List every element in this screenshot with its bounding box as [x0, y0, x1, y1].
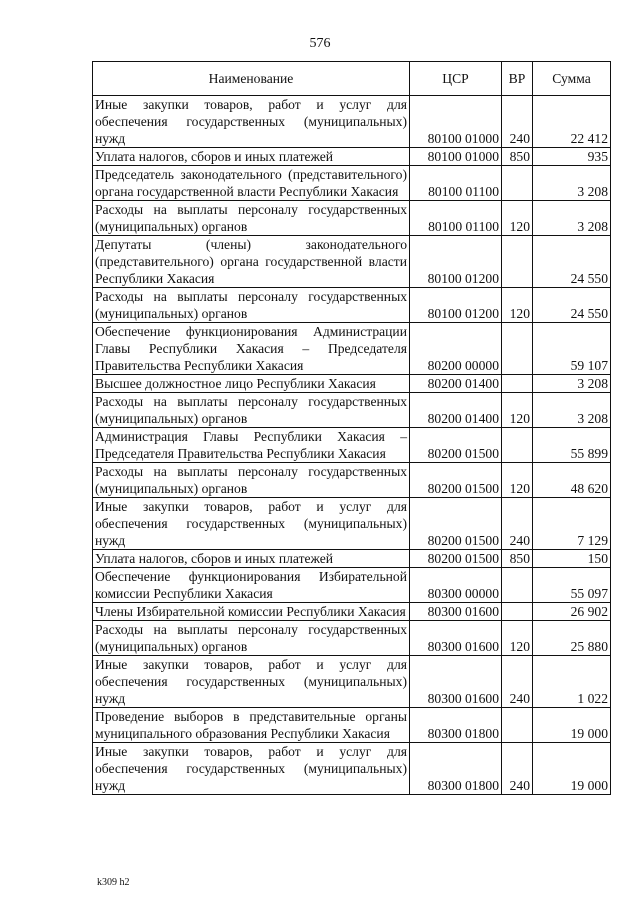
row-csr-cell: 80100 01100 — [410, 201, 502, 236]
row-vr-cell — [502, 166, 533, 201]
table-row — [93, 323, 611, 375]
table-row — [93, 550, 611, 568]
row-name-cell: Депутаты (члены) законодательного (представительного) органа государственной власти Республики Хакасия — [93, 236, 410, 288]
row-vr-cell: 850 — [502, 550, 533, 568]
row-sum-cell: 22 412 — [533, 96, 611, 148]
row-vr-cell: 120 — [502, 621, 533, 656]
table-header-row — [93, 62, 611, 96]
row-csr-cell: 80300 00000 — [410, 568, 502, 603]
row-sum-cell: 24 550 — [533, 236, 611, 288]
table-row — [93, 148, 611, 166]
table-row — [93, 393, 611, 428]
table-row — [93, 236, 611, 288]
row-sum-cell: 19 000 — [533, 743, 611, 795]
table-row — [93, 201, 611, 236]
row-sum-cell: 19 000 — [533, 708, 611, 743]
row-vr-cell — [502, 603, 533, 621]
row-sum-cell: 3 208 — [533, 166, 611, 201]
row-name-cell: Уплата налогов, сборов и иных платежей — [93, 550, 410, 568]
row-vr-cell — [502, 323, 533, 375]
row-sum-cell: 150 — [533, 550, 611, 568]
row-name-cell: Расходы на выплаты персоналу государственных (муниципальных) органов — [93, 393, 410, 428]
row-sum-cell: 48 620 — [533, 463, 611, 498]
row-vr-cell — [502, 236, 533, 288]
row-vr-cell — [502, 375, 533, 393]
row-vr-cell: 120 — [502, 393, 533, 428]
row-sum-cell: 935 — [533, 148, 611, 166]
table-row — [93, 166, 611, 201]
row-csr-cell: 80200 01400 — [410, 393, 502, 428]
row-csr-cell: 80300 01600 — [410, 603, 502, 621]
row-vr-cell: 240 — [502, 96, 533, 148]
table-row — [93, 568, 611, 603]
row-sum-cell: 25 880 — [533, 621, 611, 656]
table-row — [93, 288, 611, 323]
table-row — [93, 708, 611, 743]
row-name-cell: Расходы на выплаты персоналу государственных (муниципальных) органов — [93, 201, 410, 236]
row-name-cell: Иные закупки товаров, работ и услуг для обеспечения государственных (муниципальных) нужд — [93, 656, 410, 708]
row-sum-cell: 24 550 — [533, 288, 611, 323]
row-vr-cell: 120 — [502, 201, 533, 236]
header-name: Наименование — [93, 62, 410, 96]
row-csr-cell: 80300 01600 — [410, 656, 502, 708]
row-csr-cell: 80100 01000 — [410, 96, 502, 148]
row-name-cell: Иные закупки товаров, работ и услуг для обеспечения государственных (муниципальных) нужд — [93, 743, 410, 795]
row-sum-cell: 3 208 — [533, 201, 611, 236]
page-number: 576 — [309, 36, 331, 51]
table-row — [93, 603, 611, 621]
table-row — [93, 463, 611, 498]
row-sum-cell: 55 097 — [533, 568, 611, 603]
budget-table — [92, 61, 611, 795]
row-name-cell: Администрация Главы Республики Хакасия – Председателя Правительства Республики Хакасия — [93, 428, 410, 463]
row-name-cell: Члены Избирательной комиссии Республики Хакасия — [93, 603, 410, 621]
row-vr-cell — [502, 568, 533, 603]
row-csr-cell: 80100 01000 — [410, 148, 502, 166]
row-name-cell: Обеспечение функционирования Избирательной комиссии Республики Хакасия — [93, 568, 410, 603]
row-vr-cell: 240 — [502, 498, 533, 550]
row-sum-cell: 59 107 — [533, 323, 611, 375]
row-sum-cell: 3 208 — [533, 393, 611, 428]
row-csr-cell: 80200 01500 — [410, 428, 502, 463]
table-row — [93, 743, 611, 795]
table-row — [93, 656, 611, 708]
row-csr-cell: 80200 01500 — [410, 498, 502, 550]
header-vr: ВР — [502, 62, 533, 96]
row-csr-cell: 80300 01800 — [410, 708, 502, 743]
table-row — [93, 375, 611, 393]
row-csr-cell: 80100 01200 — [410, 288, 502, 323]
row-vr-cell — [502, 428, 533, 463]
row-name-cell: Иные закупки товаров, работ и услуг для обеспечения государственных (муниципальных) нужд — [93, 498, 410, 550]
row-name-cell: Уплата налогов, сборов и иных платежей — [93, 148, 410, 166]
row-name-cell: Расходы на выплаты персоналу государственных (муниципальных) органов — [93, 288, 410, 323]
row-vr-cell: 240 — [502, 656, 533, 708]
table-body — [93, 96, 611, 795]
row-name-cell: Обеспечение функционирования Администрации Главы Республики Хакасия – Председателя Правительства Республики Хакасия — [93, 323, 410, 375]
row-sum-cell: 3 208 — [533, 375, 611, 393]
row-csr-cell: 80300 01600 — [410, 621, 502, 656]
row-vr-cell: 120 — [502, 463, 533, 498]
row-name-cell: Расходы на выплаты персоналу государственных (муниципальных) органов — [93, 463, 410, 498]
row-name-cell: Высшее должностное лицо Республики Хакасия — [93, 375, 410, 393]
row-vr-cell: 850 — [502, 148, 533, 166]
row-csr-cell: 80100 01100 — [410, 166, 502, 201]
table-row — [93, 96, 611, 148]
row-csr-cell: 80200 01400 — [410, 375, 502, 393]
row-vr-cell: 240 — [502, 743, 533, 795]
table-row — [93, 498, 611, 550]
row-csr-cell: 80200 00000 — [410, 323, 502, 375]
row-sum-cell: 1 022 — [533, 656, 611, 708]
row-csr-cell: 80300 01800 — [410, 743, 502, 795]
row-csr-cell: 80100 01200 — [410, 236, 502, 288]
row-name-cell: Расходы на выплаты персоналу государственных (муниципальных) органов — [93, 621, 410, 656]
row-csr-cell: 80200 01500 — [410, 463, 502, 498]
row-name-cell: Председатель законодательного (представительного) органа государственной власти Республики Хакасия — [93, 166, 410, 201]
row-sum-cell: 55 899 — [533, 428, 611, 463]
row-vr-cell: 120 — [502, 288, 533, 323]
row-sum-cell: 7 129 — [533, 498, 611, 550]
table-row — [93, 621, 611, 656]
row-name-cell: Проведение выборов в представительные органы муниципального образования Республики Хакасия — [93, 708, 410, 743]
row-csr-cell: 80200 01500 — [410, 550, 502, 568]
table-row — [93, 428, 611, 463]
row-vr-cell — [502, 708, 533, 743]
footer-code: k309 h2 — [97, 877, 130, 888]
header-sum: Сумма — [533, 62, 611, 96]
row-sum-cell: 26 902 — [533, 603, 611, 621]
header-csr: ЦСР — [410, 62, 502, 96]
row-name-cell: Иные закупки товаров, работ и услуг для обеспечения государственных (муниципальных) нужд — [93, 96, 410, 148]
